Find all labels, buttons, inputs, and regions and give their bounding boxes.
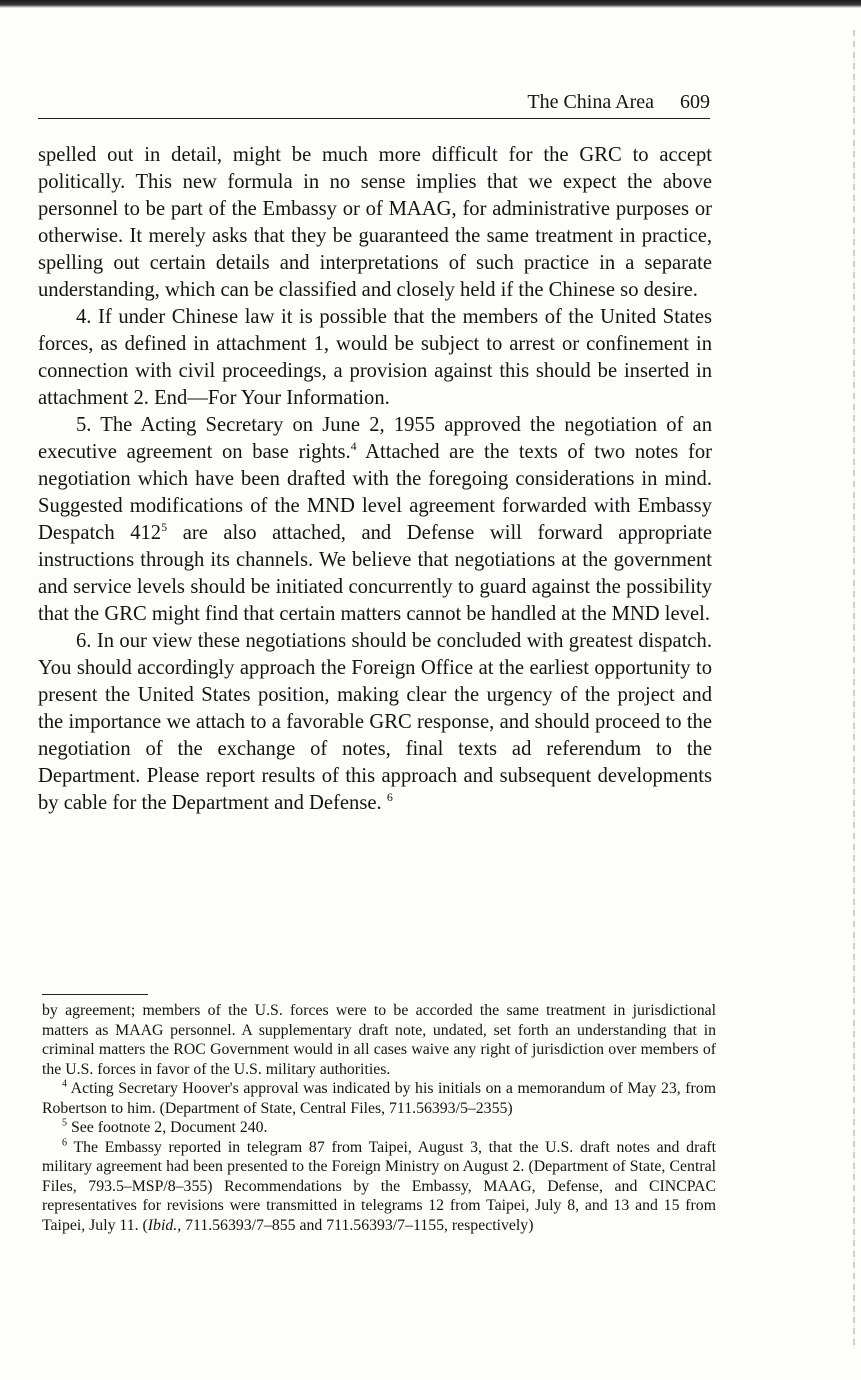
footnote-continued: by agreement; members of the U.S. forces were to be accorded the same treatment in jurisdictional matters as MAAG personnel. A supplementary draft note, undated, set forth an understanding that in criminal matters the ROC Government would in all cases waive any right of jurisdiction over members of the U.S. forces in favor of the U.S. military authorities. <box>42 1002 716 1078</box>
paragraph-6 <box>38 628 712 817</box>
footnote-5-text: See footnote 2, Document 240. <box>67 1119 268 1136</box>
paragraph-6-text: 6. In our view these negotiations should be concluded with greatest dispatch. You should accordingly approach the Foreign Office at the earliest opportunity to present the United States position, making clear the urgency of the project and the importance we attach to a favorable GRC response, and should proceed to the negotiation of the exchange of notes, final texts ad referendum to the Department. Please report results of this approach and subsequent developments by cable for the Department and Defense. <box>38 630 712 814</box>
running-header <box>38 88 710 119</box>
page-top-edge <box>0 0 861 8</box>
page-right-edge <box>853 30 855 1350</box>
footnote-6-text: The Embassy reported in telegram 87 from Taipei, August 3, that the U.S. draft notes and draft military agreement had been presented to the Foreign Ministry on August 2. (Department of State, Central Files, 793.5–MSP/8–355) Recommendations by the Embassy, MAAG, Defense, and CINCPAC representatives for revisions were transmitted in telegrams 12 from Taipei, July 8, and 13 and 15 from Taipei, July 11. ( <box>42 1138 716 1234</box>
paragraph-5-text-a: 5. The Acting Secretary on June 2, 1955 approved the negotiation of an executive agreement on base rights. <box>38 414 712 463</box>
footnote-ref-5: 5 <box>161 520 168 535</box>
page-number: 609 <box>680 91 710 113</box>
footnotes <box>42 1001 716 1235</box>
footnote-4-text: Acting Secretary Hoover's approval was indicated by his initials on a memorandum of May 23, from Robertson to him. (Department of State, Central Files, 711.56393/5–2355) <box>42 1080 716 1117</box>
footnote-4 <box>42 1079 716 1118</box>
footnote-mark-4: 4 <box>62 1078 67 1090</box>
footnote-5 <box>42 1118 716 1138</box>
paragraph-continued: spelled out in detail, might be much more difficult for the GRC to accept politically. This new formula in no sense implies that we expect the above personnel to be part of the Embassy or of MAAG, for administrative purposes or otherwise. It merely asks that they be guaranteed the same treatment in practice, spelling out certain details and interpretations of such practice in a separate understanding, which can be classified and closely held if the Chinese so desire. <box>38 144 712 301</box>
running-title: The China Area <box>527 91 654 113</box>
footnote-mark-6: 6 <box>62 1137 67 1149</box>
body-text <box>38 142 712 817</box>
footnote-6-text-end: 711.56393/7–855 and 711.56393/7–1155, respectively) <box>181 1216 534 1234</box>
footnote-rule <box>42 994 148 995</box>
footnote-mark-5: 5 <box>62 1117 67 1129</box>
footnote-6 <box>42 1138 716 1236</box>
paragraph-5 <box>38 412 712 628</box>
footnote-ref-4: 4 <box>350 439 357 454</box>
paragraph-5-text-c: are also attached, and Defense will forward appropriate instructions through its channels. We believe that negotiations at the government and service levels should be initiated concurrently to guard against the possibility that the GRC might find that certain matters cannot be handled at the MND level. <box>38 522 712 625</box>
paragraph-4: 4. If under Chinese law it is possible that the members of the United States forces, as defined in attachment 1, would be subject to arrest or confinement in connection with civil proceedings, a provision against this should be inserted in attachment 2. End—For Your Information. <box>38 306 712 409</box>
footnote-ref-6: 6 <box>386 790 393 805</box>
paragraph-5-text-b: Attached are the texts of two notes for negotiation which have been drafted with the foregoing considerations in mind. Suggested modifications of the MND level agreement forwarded with Embassy Despatch 412 <box>38 441 712 544</box>
footnote-6-ibid: Ibid., <box>147 1216 182 1234</box>
